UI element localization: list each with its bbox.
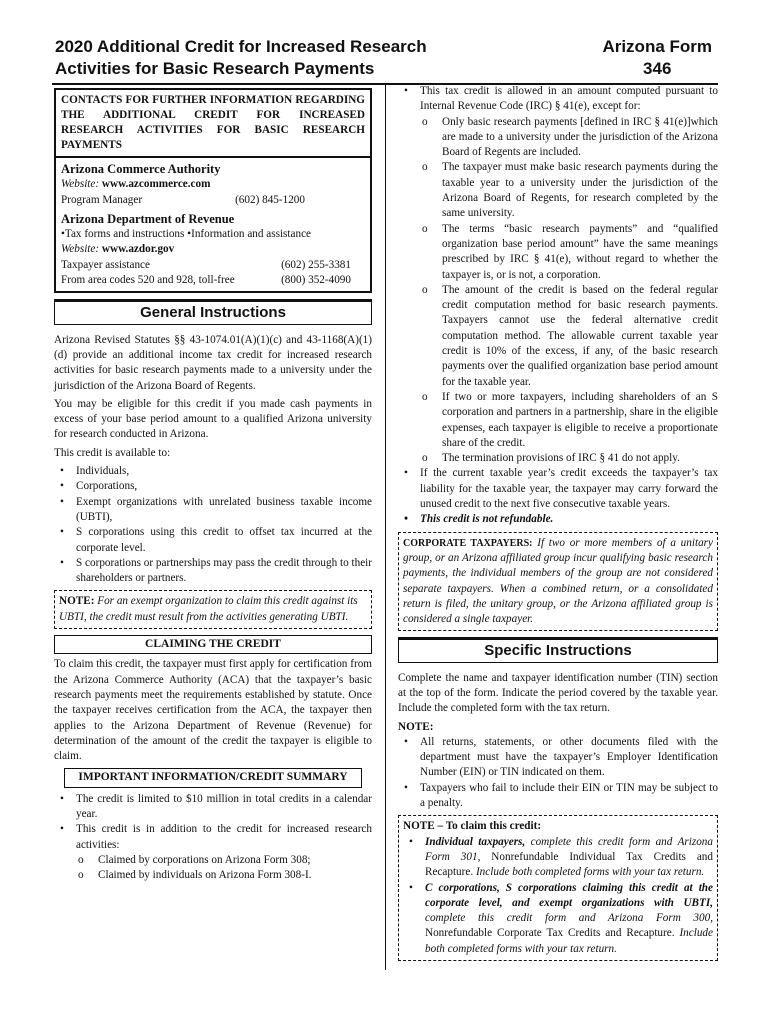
claim-individual-a: complete this credit form and Arizona Form 301, — [425, 835, 713, 863]
list-item: • This credit is not refundable. — [398, 512, 718, 527]
dor-ta-label: Taxpayer assistance — [61, 258, 150, 271]
general-p1: Arizona Revised Statutes §§ 43-1074.01(A)(1)(c) and 43-1168(A)(1)(d) provide an additional income tax credit for increased research activities for basic research payments made to a university under the jurisdiction of the Arizona Board of Regents. — [54, 333, 372, 392]
dor-website — [61, 242, 365, 257]
left-column — [54, 88, 372, 883]
list-item: • Corporations, — [54, 479, 372, 494]
contacts-divider — [56, 156, 370, 158]
dor-web-label: Website: — [61, 243, 100, 256]
aca-name: Arizona Commerce Authority — [61, 162, 221, 176]
list-item: • Individuals, — [54, 464, 372, 479]
claim-corp-label: C corporations, S corporations claiming this credit at the corporate level, and exempt organizations with UBTI, — [425, 881, 713, 909]
list-item: o The amount of the credit is based on the federal regular credit computation method for basic research payments. Taxpayers cannot use the federal alternative credit computation method. The allowable current taxable year credit is 10% of the excess, if any, of the basic research payments over the qualified organization base period amount for the taxable year. — [398, 283, 718, 390]
list-item: o If two or more taxpayers, including shareholders of an S corporation and partners in a partnership, share in the eligible expenses, each taxpayer is eligible to receive a proportionate share of the credit. — [398, 390, 718, 451]
ubti-note-label: NOTE: — [59, 595, 95, 608]
list-item — [403, 835, 713, 881]
dor-area-label: From area codes 520 and 928, toll-free — [61, 274, 235, 287]
ubti-note-text: For an exempt organization to claim this credit against its UBTI, the credit must result from the activities generating UBTI. — [59, 595, 358, 623]
claiming-p1: To claim this credit, the taxpayer must first apply for certification from the Arizona Commerce Authority (ACA) that the taxpayer’s basic research payments meet the requirements established by statute. Once the taxpayer receives certification from the ACA, the taxpayer then applies to the Arizona Department of Revenue (Revenue) for determination of the amount of the credit the taxpayer is eligible to claim. — [54, 658, 372, 763]
list-item: • If the current taxable year’s credit exceeds the taxpayer’s tax liability for the taxable year, the taxpayer may carry forward the unused credit to the next five consecutive taxable years. — [398, 466, 718, 512]
list-item: • This tax credit is allowed in an amount computed pursuant to Internal Revenue Code (IRC) § 41(e), except for: — [398, 84, 718, 115]
list-item: • The credit is limited to $10 million in total credits in a calendar year. — [54, 792, 372, 823]
claiming-heading: CLAIMING THE CREDIT — [54, 635, 372, 654]
dor-ta-phone: (602) 255-3381 — [281, 258, 351, 271]
form-number — [602, 36, 712, 80]
list-item: o The termination provisions of IRC § 41 do not apply. — [398, 451, 718, 466]
eligible-list — [54, 464, 372, 586]
dor-taxpayer-assistance — [61, 258, 365, 273]
claim-individual-b: Nonrefundable Individual Tax Credits and Recapture. — [425, 850, 713, 879]
contacts-heading: CONTACTS FOR FURTHER INFORMATION REGARDING THE ADDITIONAL CREDIT FOR INCREASED RESEARCH ACTIVITIES FOR BASIC RESEARCH PAYMENTS — [61, 94, 365, 151]
corporate-note — [398, 532, 718, 632]
list-item: o The taxpayer must make basic research payments during the taxable year to a university under the jurisdiction of the Arizona Board of Regents, for research completed by the same university. — [398, 160, 718, 221]
dor-web-link[interactable]: www.azdor.gov — [101, 243, 175, 256]
form-title-line2: Activities for Basic Research Payments — [55, 59, 375, 78]
ubti-note — [54, 590, 372, 629]
right-column — [398, 84, 718, 965]
aca-web-link[interactable]: www.azcommerce.com — [101, 178, 211, 191]
list-item: o Claimed by individuals on Arizona Form 308-I. — [54, 868, 372, 883]
list-item: • All returns, statements, or other documents filed with the department must have the taxpayer’s Employer Identification Number (EIN) or TIN indicated on them. — [398, 735, 718, 781]
list-item: • S corporations using this credit to offset tax incurred at the corporate level. — [54, 525, 372, 556]
claim-list — [403, 835, 713, 957]
summary-list — [54, 792, 372, 884]
claim-corp-c: Include both completed forms with your tax return. — [425, 927, 713, 955]
summary-heading: IMPORTANT INFORMATION/CREDIT SUMMARY — [64, 768, 362, 787]
list-item: • Exempt organizations with unrelated business taxable income (UBTI), — [54, 495, 372, 526]
list-item: • S corporations or partnerships may pass the credit through to their shareholders or partners. — [54, 556, 372, 587]
column-divider — [385, 85, 386, 970]
form-label: Arizona Form — [602, 37, 712, 56]
aca-program-manager — [61, 193, 365, 208]
aca-pm-phone: (602) 845-1200 — [235, 193, 305, 206]
dor-toll-free — [61, 273, 365, 288]
list-item: • Taxpayers who fail to include their EIN or TIN may be subject to a penalty. — [398, 781, 718, 812]
list-item: o Only basic research payments [defined in IRC § 41(e)]which are made to a university under the jurisdiction of the Arizona Board of Regents are included. — [398, 115, 718, 161]
specific-note-label: NOTE: — [398, 720, 434, 733]
aca-website — [61, 177, 365, 192]
aca-web-label: Website: — [61, 178, 100, 191]
claim-note-label: NOTE – To claim this credit: — [403, 820, 542, 833]
dor-name: Arizona Department of Revenue — [61, 211, 235, 226]
specific-p1: Complete the name and taxpayer identification number (TIN) section at the top of the form. Indicate the period covered by the taxable year. Include the completed form with the tax return. — [398, 671, 718, 715]
form-title-line1: 2020 Additional Credit for Increased Research — [55, 37, 427, 56]
specific-note-list — [398, 735, 718, 811]
claim-corp-a: complete this credit form and Arizona Form 300, — [425, 912, 713, 925]
form-number-value: 346 — [643, 59, 672, 78]
general-p2: You may be eligible for this credit if you made cash payments in excess of your base period amount to a qualified Arizona university for research conducted in Arizona. — [54, 397, 372, 441]
claim-individual-label: Individual taxpayers, — [425, 835, 526, 848]
specific-instructions-heading: Specific Instructions — [398, 637, 718, 662]
list-item — [403, 881, 713, 957]
list-item: o Claimed by corporations on Arizona Form 308; — [54, 853, 372, 868]
contacts-box — [54, 88, 372, 293]
corporate-note-label: CORPORATE TAXPAYERS: — [403, 537, 533, 549]
list-item: • This credit is in addition to the credit for increased research activities: — [54, 822, 372, 853]
claim-note-box — [398, 815, 718, 961]
general-instructions-heading: General Instructions — [54, 299, 372, 324]
aca-pm-label: Program Manager — [61, 193, 143, 206]
general-p3: This credit is available to: — [54, 446, 171, 459]
dor-area-phone: (800) 352-4090 — [281, 274, 351, 287]
form-title — [55, 36, 427, 80]
credit-rules-list — [398, 84, 718, 528]
claim-corp-b: Nonrefundable Corporate Tax Credits and Recapture. — [425, 927, 675, 940]
dor-services: •Tax forms and instructions •Information and assistance — [61, 228, 312, 241]
corporate-note-text: If two or more members of a unitary group, or an Arizona affiliated group incur qualifying basic research payments, the individual members of the group are not considered separate taxpayers. When a combined return, or a consolidated return is filed, the unitary group, or the Arizona affiliated group is considered a single taxpayer. — [403, 536, 713, 626]
list-item: o The terms “basic research payments” and “qualified organization base period amount” have the same meanings prescribed by IRC § 41(e), without regard to whether the taxpayer is, or is not, a corporation. — [398, 222, 718, 283]
claim-individual-c: Include both completed forms with your tax return. — [473, 866, 705, 879]
